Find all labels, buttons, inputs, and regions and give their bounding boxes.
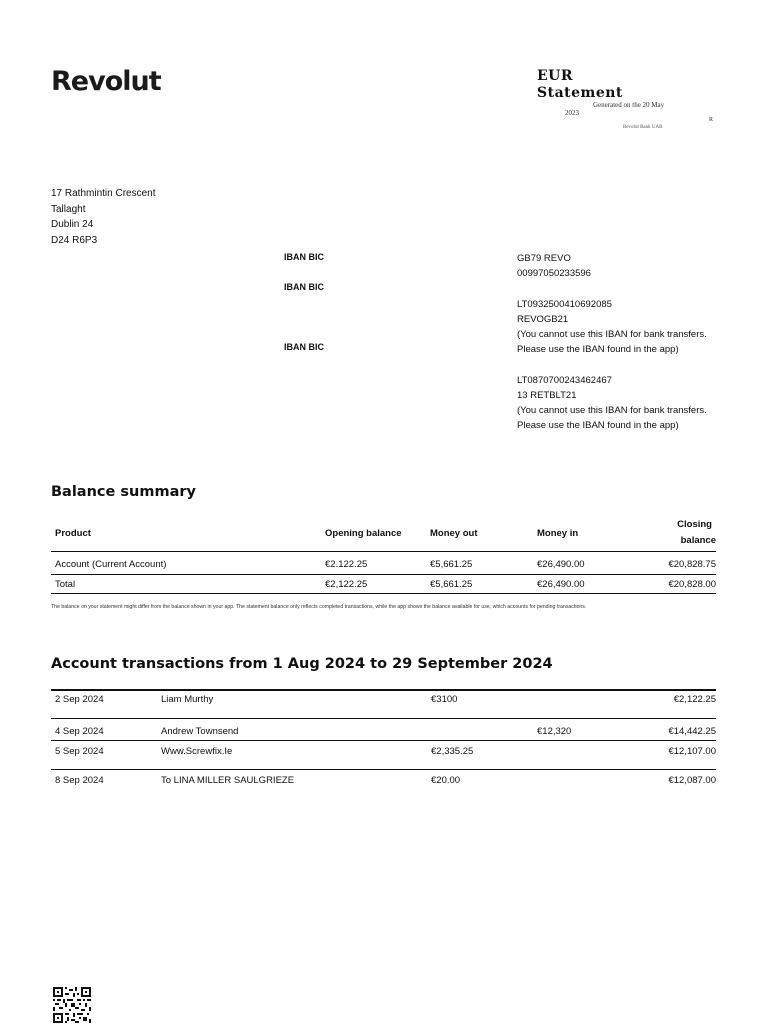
column-header-money-in: Money in: [537, 528, 579, 539]
table-divider: [51, 689, 716, 691]
statement-mark: R: [709, 117, 714, 123]
customer-address: [51, 186, 156, 248]
iban-value-line: (You cannot use this IBAN for bank transfers.: [517, 328, 707, 340]
transaction-balance: €12,087.00: [668, 775, 716, 786]
statement-label: Statement: [537, 85, 623, 101]
iban-bic-label: IBAN BIC: [284, 282, 324, 292]
table-divider: [51, 574, 716, 575]
address-line: Dublin 24: [51, 219, 94, 230]
transaction-balance: €14,442.25: [668, 726, 716, 737]
transactions-heading: Account transactions from 1 Aug 2024 to 29 September 2024: [51, 656, 553, 672]
statement-currency: EUR: [537, 68, 574, 84]
transaction-money-out: €3100: [431, 694, 458, 705]
table-divider: [51, 551, 716, 552]
transaction-date: 2 Sep 2024: [55, 694, 104, 705]
transaction-date: 5 Sep 2024: [55, 746, 104, 757]
iban-value-line: LT0870700243462467: [517, 374, 612, 386]
transaction-description: Www.Screwfix.Ie: [161, 746, 233, 757]
transaction-description: Andrew Townsend: [161, 726, 239, 737]
column-header-money-out: Money out: [430, 528, 478, 539]
summary-cell-in: €26,490.00: [537, 559, 585, 570]
statement-bank-name: Revolut Bank UAB: [623, 125, 663, 130]
table-divider: [51, 740, 716, 741]
iban-value-line: [517, 281, 707, 296]
balance-disclaimer: The balance on your statement might differ from the balance shown in your app. The statement balance only reflects completed transactions, while the app shows the balance available for use, which accounts for pending transactions.: [51, 604, 587, 610]
iban-value-line: 00997050233596: [517, 268, 591, 280]
summary-cell-out: €5,661.25: [430, 559, 473, 570]
iban-value-line: (You cannot use this IBAN for bank transfers.: [517, 404, 707, 416]
iban-bic-label: IBAN BIC: [284, 342, 324, 352]
summary-cell-closing: €20,828.75: [668, 559, 716, 570]
table-divider: [51, 769, 716, 770]
iban-value-line: Please use the IBAN found in the app): [517, 420, 679, 432]
summary-cell-out: €5,661.25: [430, 579, 473, 590]
balance-summary-heading: Balance summary: [51, 484, 196, 500]
transaction-money-out: €20.00: [431, 775, 461, 786]
table-divider: [51, 718, 716, 719]
iban-value-line: Please use the IBAN found in the app): [517, 344, 679, 356]
address-line: 17 Rathmintin Crescent: [51, 188, 156, 199]
qr-code-icon: [53, 987, 91, 1023]
iban-value-line: [517, 357, 707, 372]
transaction-date: 4 Sep 2024: [55, 726, 104, 737]
summary-cell-opening: €2.122.25: [325, 559, 368, 570]
transaction-date: 8 Sep 2024: [55, 775, 104, 786]
transaction-description: Liam Murthy: [161, 694, 214, 705]
column-header-product: Product: [55, 528, 91, 539]
iban-values: [517, 251, 707, 433]
transaction-money-out: €2,335.25: [431, 746, 474, 757]
iban-value-line: LT0932500410692085: [517, 298, 612, 310]
summary-cell-product: Account (Current Account): [55, 559, 167, 570]
address-line: Tallaght: [51, 203, 86, 215]
transaction-money-in: €12,320: [537, 726, 572, 737]
table-divider: [51, 593, 716, 594]
summary-cell-opening: €2,122.25: [325, 579, 368, 590]
summary-cell-product: Total: [55, 579, 76, 590]
column-header-closing-balance-2: balance: [680, 535, 716, 546]
iban-value-line: GB79 REVO: [517, 253, 571, 264]
statement-title: [537, 68, 623, 102]
transaction-balance: €12,107.00: [668, 746, 716, 757]
statement-year: 2023: [565, 109, 579, 117]
column-header-opening-balance: Opening balance: [325, 528, 402, 539]
column-header-closing-balance: Closing: [677, 519, 712, 530]
iban-value-line: REVOGB21: [517, 313, 569, 325]
iban-value-line: 13 RETBLT21: [517, 389, 577, 401]
statement-generated-date: Generated on the 20 May: [593, 101, 665, 109]
revolut-logo: Revolut: [51, 66, 161, 97]
transaction-balance: €2,122.25: [673, 694, 716, 705]
summary-cell-closing: €20,828.00: [668, 579, 716, 590]
transaction-description: To LINA MILLER SAULGRIEZE: [161, 775, 295, 786]
summary-cell-in: €26,490.00: [537, 579, 585, 590]
iban-bic-label: IBAN BIC: [284, 252, 324, 262]
address-line: D24 R6P3: [51, 234, 98, 246]
